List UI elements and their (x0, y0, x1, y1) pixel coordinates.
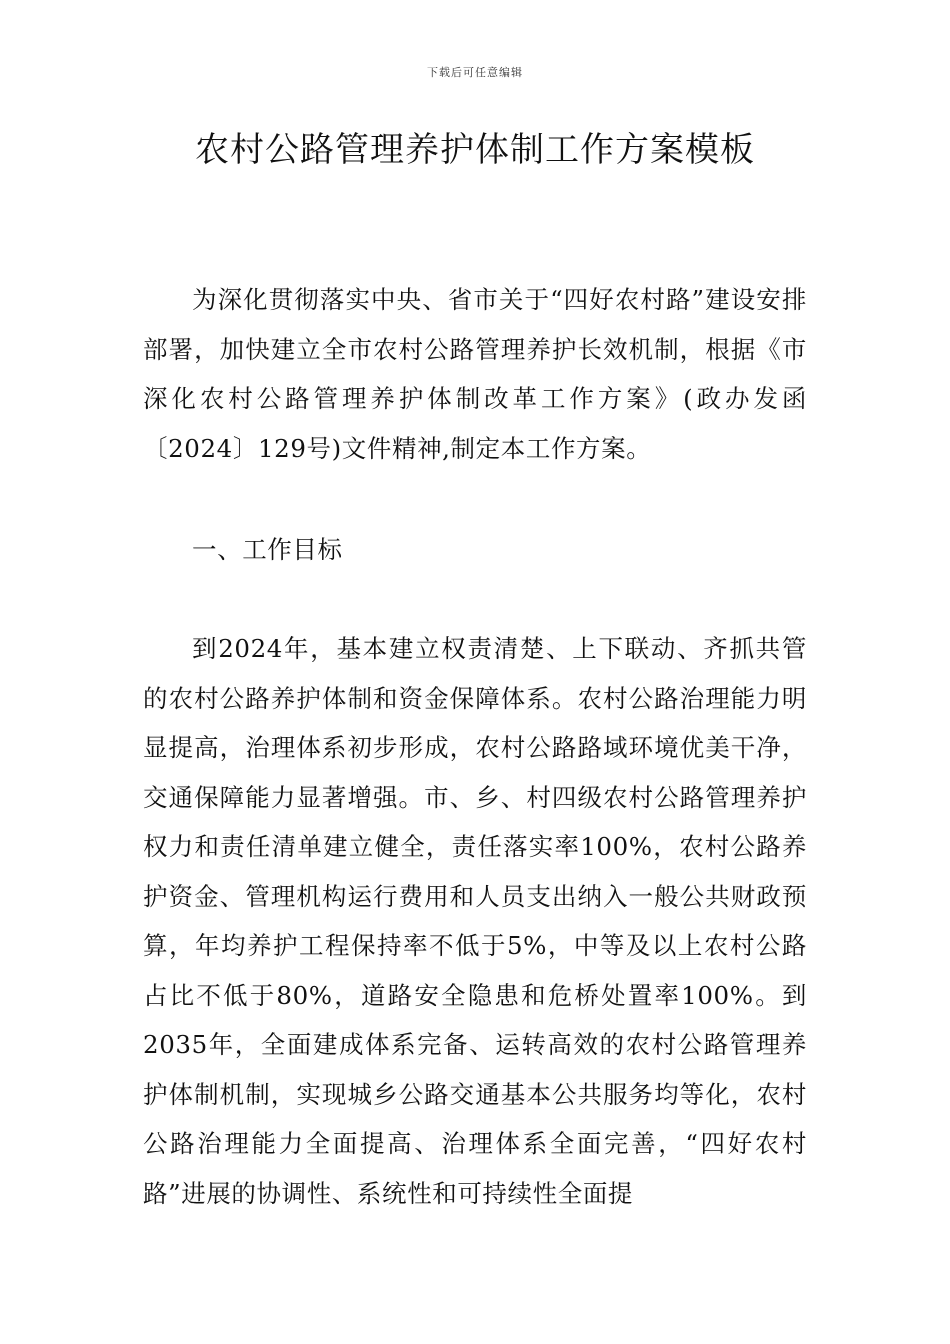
section-heading-work-goals: 一、工作目标 (192, 535, 343, 564)
work-goals-paragraph: 到2024年，基本建立权责清楚、上下联动、齐抓共管的农村公路养护体制和资金保障体系。农村公路治理能力明显提高，治理体系初步形成，农村公路路域环境优美干净，交通保障能力显著增强。市、乡、村四级农村公路管理养护权力和责任清单建立健全，责任落实率100%，农村公路养护资金、管理机构运行费用和人员支出纳入一般公共财政预算，年均养护工程保持率不低于5%，中等及以上农村公路占比不低于80%，道路安全隐患和危桥处置率100%。到2035年，全面建成体系完备、运转高效的农村公路管理养护体制机制，实现城乡公路交通基本公共服务均等化，农村公路治理能力全面提高、治理体系全面完善，“四好农村路”进展的协调性、系统性和可持续性全面提 (143, 634, 807, 1208)
header-note: 下载后可任意编辑 (427, 66, 523, 79)
document-title: 农村公路管理养护体制工作方案模板 (195, 130, 755, 170)
intro-paragraph: 为深化贯彻落实中央、省市关于“四好农村路”建设安排部署，加快建立全市农村公路管理养护长效机制，根据《市深化农村公路管理养护体制改革工作方案》(政办发函〔2024〕129号)文件精神,制定本工作方案。 (143, 285, 807, 463)
